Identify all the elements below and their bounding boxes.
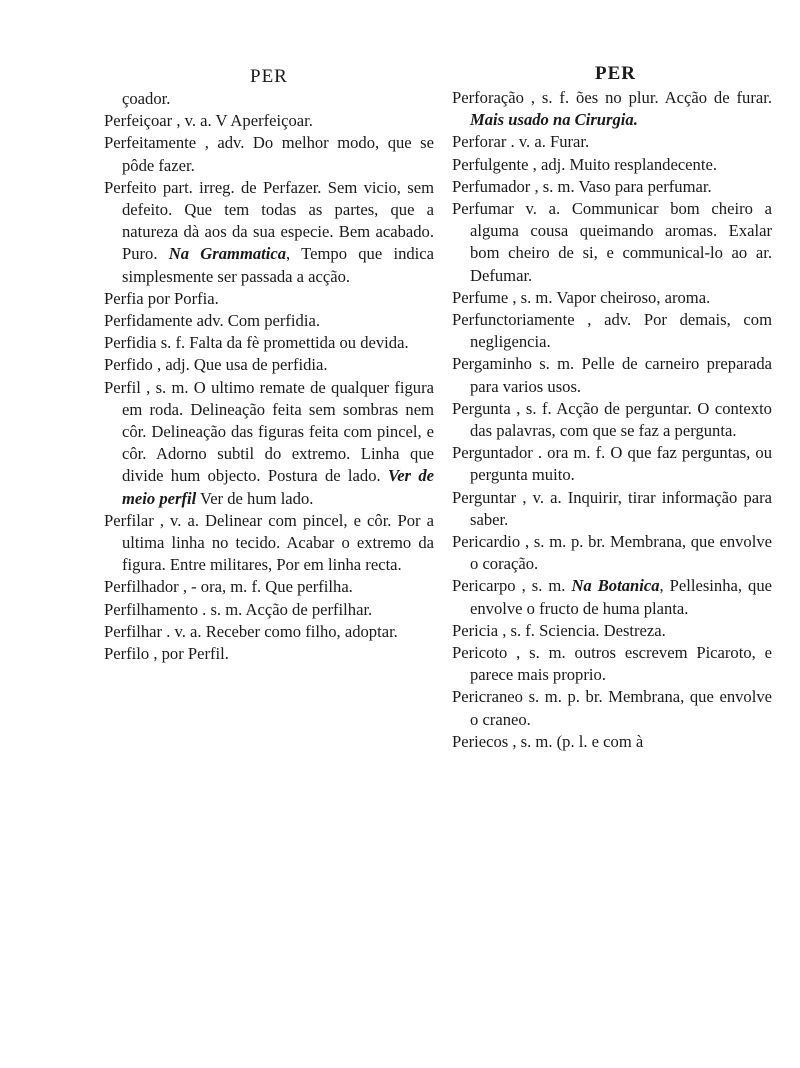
dictionary-entry: [452, 731, 772, 753]
dictionary-entry: [104, 510, 434, 577]
dictionary-entry: [104, 354, 434, 376]
entry-list-right: [452, 87, 772, 753]
entry-headword: Perguntador: [452, 443, 533, 463]
entry-headword: Perfumar: [452, 199, 514, 219]
entry-italic-note: Na Grammatica: [168, 244, 287, 264]
dictionary-entry: [104, 621, 434, 643]
dictionary-entry: [452, 642, 772, 686]
entry-definition: . v. a. Receber como filho, adoptar.: [166, 621, 398, 641]
entry-italic-note: Mais usado na Cirurgia.: [470, 110, 638, 130]
entry-headword: Perfeitamente: [104, 133, 197, 153]
entry-definition: , adv. Do melhor modo, que se pôde fazer.: [122, 133, 434, 175]
entry-definition: s. m. p. br. Membrana, que envolve o craneo.: [470, 687, 772, 729]
entry-italic-note: Na Botanica: [571, 576, 660, 596]
entry-definition: , s. f. Sciencia. Destreza.: [502, 620, 666, 640]
entry-definition: , adj. Que usa de perfidia.: [157, 355, 328, 375]
entry-definition: s. m. Pelle de carneiro preparada para varios usos.: [470, 354, 772, 396]
entry-headword: Perfeiçoar: [104, 111, 173, 131]
entry-headword: Perfidamente: [104, 311, 193, 331]
dictionary-entry: [452, 442, 772, 486]
entry-definition: . s. m. Acção de perfilhar.: [202, 599, 373, 619]
dictionary-entry: [104, 599, 434, 621]
entry-headword: Perfilhar: [104, 621, 163, 641]
entry-definition: v. a. Communicar bom cheiro a alguma cousa queimando aromas. Exalar bom cheiro de si, e communical-lo ao ar. Defumar.: [470, 199, 772, 285]
entry-definition: , v. a. V Aperfeiçoar.: [176, 111, 313, 131]
dictionary-entry: [452, 353, 772, 397]
entry-headword: Pergunta: [452, 398, 511, 418]
entry-headword: Perfilo: [104, 644, 150, 664]
entry-definition: , adv. Por demais, com negligencia.: [470, 310, 772, 352]
dictionary-entry: [452, 131, 772, 153]
entry-headword: Perfido: [104, 355, 153, 375]
entry-definition: , v. a. Delinear com pincel, e côr. Por a ultima linha no tecido. Acabar o extremo da figura. Entre militares, Por em linha recta.: [122, 510, 434, 575]
entry-headword: Perfilar: [104, 510, 154, 530]
entry-definition: . v. a. Furar.: [510, 132, 590, 152]
entry-definition: , v. a. Inquirir, tirar informação para saber.: [470, 487, 772, 529]
dictionary-entry: [452, 531, 772, 575]
dictionary-entry: [104, 576, 434, 598]
entry-definition-cont: , Tempo que indica simplesmente ser passada a acção.: [122, 244, 435, 286]
entry-definition: çoador.: [122, 89, 171, 108]
entry-definition: , adj. Muito resplandecente.: [532, 154, 717, 174]
dictionary-entry: [452, 87, 772, 131]
dictionary-entry: [452, 287, 772, 309]
entry-headword: Perguntar: [452, 487, 517, 507]
entry-headword: Perfia: [104, 288, 144, 308]
entry-definition: por Porfia.: [147, 288, 219, 308]
entry-headword: Pericraneo: [452, 687, 523, 707]
dictionary-entry: [104, 132, 434, 176]
dictionary-entry: [452, 398, 772, 442]
dictionary-entry: [452, 620, 772, 642]
entry-headword: Perfilhamento: [104, 599, 199, 619]
entry-definition: , - ora, m. f. Que perfilha.: [182, 577, 353, 597]
entry-headword: Pericardio: [452, 532, 521, 552]
dictionary-entry: [104, 310, 434, 332]
entry-definition: , por Perfil.: [153, 644, 229, 664]
entry-headword: Pericoto: [452, 643, 508, 663]
entry-headword: Perforar: [452, 132, 507, 152]
entry-definition: , s. f. Acção de perguntar. O contexto das palavras, com que se faz a pergunta.: [470, 398, 772, 441]
entry-definition: adv. Com perfidia.: [196, 311, 320, 331]
dictionary-entry: [452, 686, 772, 730]
dictionary-entry: [104, 88, 434, 110]
entry-definition: , s. m. p. br. Membrana, que envolve o coração.: [470, 532, 772, 574]
entry-definition: , s. m. (p. l. e com à: [512, 731, 644, 751]
dictionary-entry: [452, 198, 772, 287]
page-header-right: PER: [595, 63, 636, 84]
entry-headword: Perfilhador: [104, 577, 179, 597]
dictionary-entry: [104, 177, 434, 288]
entry-definition: . ora m. f. O que faz perguntas, ou pergunta muito.: [470, 443, 772, 485]
dictionary-entry: [104, 643, 434, 665]
entry-definition: , s. m. Vapor cheiroso, aroma.: [512, 287, 711, 307]
entry-headword: Perfume: [452, 287, 509, 307]
dictionary-entry: [104, 332, 434, 354]
entry-definition: part. irreg. de Perfazer. Sem vicio, sem defeito. Que tem todas as partes, que a natureza dà aos da sua especie. Bem acabado. Puro.: [122, 177, 435, 264]
entry-headword: Pericia: [452, 620, 499, 640]
page-header-left: PER: [250, 66, 288, 87]
entry-definition: , s. m. O ultimo remate de qualquer figura em roda. Delineação feita sem sombras nem côr. Delineação das figuras feita com pincel, e côr. Adorno subtil do extremo. Linha que divide hum objecto. Postura de lado.: [122, 377, 434, 486]
dictionary-entry: [452, 176, 772, 198]
entry-definition: s. f. Falta da fè promettida ou devida.: [160, 333, 409, 353]
dictionary-entry: [104, 377, 434, 510]
dictionary-entry: [104, 288, 434, 310]
entry-definition: , s. f. ões no plur. Acção de furar.: [530, 88, 772, 107]
entry-headword: Perfunctoriamente: [452, 310, 575, 330]
entry-headword: Perfil: [104, 377, 141, 397]
entry-headword: Perfumador: [452, 176, 531, 196]
dictionary-entry: [104, 110, 434, 132]
dictionary-entry: [452, 487, 772, 531]
entry-headword: Perforação: [452, 88, 524, 107]
dictionary-entry: [452, 575, 772, 619]
entry-headword: Perfeito: [104, 177, 157, 197]
entry-definition-cont: Ver de hum lado.: [196, 488, 314, 508]
entry-headword: Pergaminho: [452, 354, 532, 374]
entry-headword: Periecos: [452, 731, 509, 751]
entry-headword: Perfidia: [104, 333, 157, 353]
entry-headword: Perfulgente: [452, 154, 529, 174]
entry-headword: Pericarpo: [452, 576, 516, 596]
entry-definition-cont: , Pellesinha, que envolve o fructo de huma planta.: [470, 576, 772, 618]
entry-definition: , s. m. outros escrevem Picaroto, e parece mais proprio.: [470, 643, 772, 685]
entry-list-left: [104, 88, 434, 665]
entry-definition: , s. m.: [521, 576, 566, 596]
dictionary-entry: [452, 309, 772, 353]
entry-definition: , s. m. Vaso para perfumar.: [534, 176, 712, 196]
entry-italic-note: Ver de meio perfil: [122, 466, 434, 508]
dictionary-entry: [452, 154, 772, 176]
